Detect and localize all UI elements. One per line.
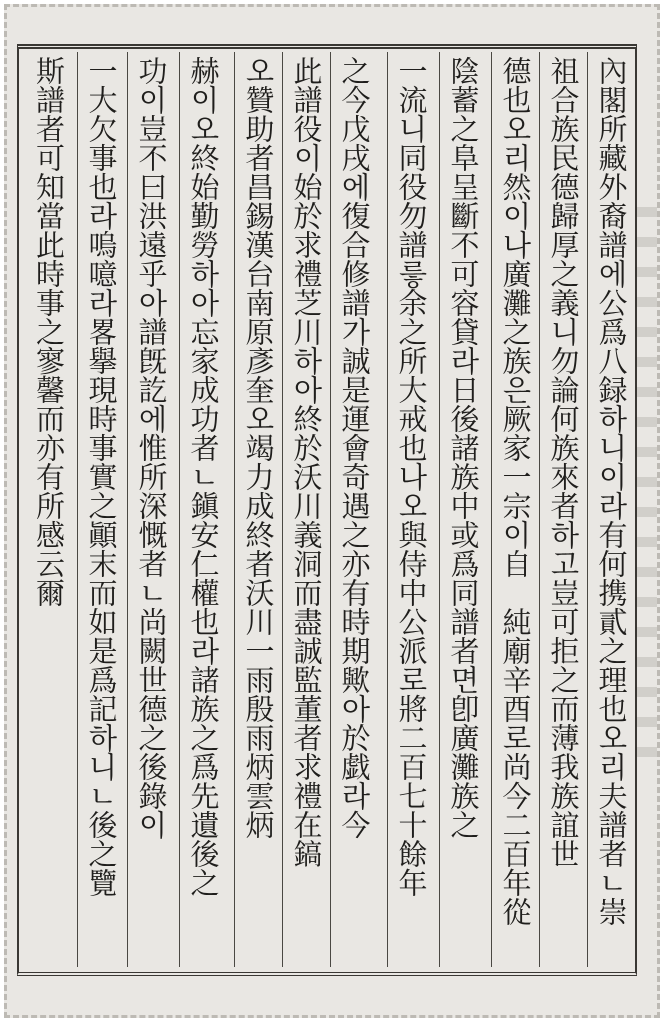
column-text: 赫이오終始勤勞하아忘家成功者ㄴ鎭安仁權也라諸族之爲先遺後之: [186, 56, 221, 897]
text-column-8: [234, 52, 282, 967]
column-text: 一流니同役勿譜릏余之所大戒也나오與侍中公派로將二百七十餘年: [394, 56, 429, 897]
text-column-12: [25, 52, 73, 967]
column-text: 德也오리然이나廣灘之族은厥家一宗이自 純廟辛酉로尚今二百年從: [498, 56, 533, 926]
column-text: 祖合族民德歸厚之義니勿論何族來者하고豈可拒之而薄我族誼世: [546, 56, 581, 868]
column-text: 之今戊戌에復合修譜가誠是運會奇遇之亦有時期歟아於戯라今: [337, 56, 372, 839]
column-text: 此譜役이始於求禮芝川하아終於沃川義洞而盡誠監董者求禮在鎬: [289, 56, 324, 868]
document-page: [4, 4, 660, 1018]
column-text: 오贊助者昌錫漢台南原彥奎오竭力成終者沃川一雨殷雨炳雲炳: [241, 56, 276, 839]
column-text: 陰蓄之阜呈斷不可容貸라日後諸族中或爲同譜者면卽廣灘族之: [446, 56, 481, 839]
text-column-1: [587, 52, 635, 967]
text-column-2: [539, 52, 587, 967]
text-column-5: [387, 52, 435, 967]
text-column-11: [77, 52, 125, 967]
text-column-10: [127, 52, 175, 967]
text-column-4: [439, 52, 487, 967]
column-text: 一大欠事也라嗚噫라畧擧現時事實之顚末而如是爲記하니ㄴ後之覽: [84, 56, 119, 897]
column-text: 斯譜者可知當此時事之寥馨而亦有所感云爾: [32, 56, 66, 607]
text-column-7: [282, 52, 330, 967]
page-edge-bleed: [637, 207, 659, 767]
column-text: 功이豈不曰洪遠乎아譜旣訖에惟所深慨者ㄴ尚闕世德之後錄이: [134, 56, 169, 839]
text-column-9: [179, 52, 227, 967]
column-text: 內閣所藏外裔譜에公爲八録하니이라有何携貳之理也오리夫譜者ㄴ崇: [594, 56, 629, 926]
text-column-6: [330, 52, 378, 967]
text-column-3: [491, 52, 539, 967]
